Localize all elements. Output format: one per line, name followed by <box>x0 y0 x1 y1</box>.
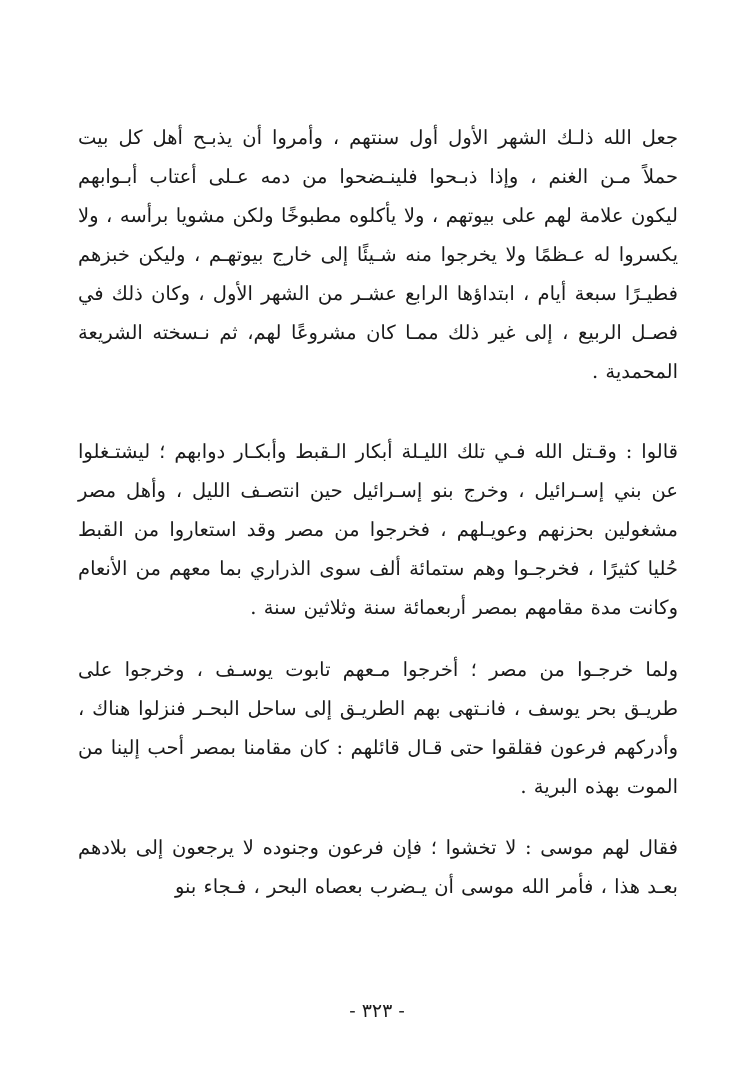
paragraph-3 <box>78 650 678 806</box>
paragraph-4 <box>78 828 678 906</box>
paragraph-4-text: فقال لهم موسى : لا تخشوا ؛ فإن فرعون وجنوده لا يرجعون إلى بلادهم بعـد هذا ، فأمر الله موسى أن يـضرب بعصاه البحر ، فـجاء بنو <box>78 836 678 898</box>
paragraph-2-text: قالوا : وقـتل الله فـي تلك الليـلة أبكار الـقبط وأبكـار دوابهم ؛ ليشتـغلوا عن بني إسـرائيل ، وخرج بنو إسـرائيل حين انتصـف الليل ، وأهل مصر مشغولين بحزنهم وعويـلهم ، فخرجوا من مصر وقد استعاروا من القبط حُليا كثيرًا ، فخرجـوا وهم ستمائة ألف سوى الذراري بما معهم من الأنعام وكانت مدة مقامهم بمصر أربعمائة سنة وثلاثين سنة . <box>78 440 678 619</box>
paragraph-1 <box>78 118 678 391</box>
paragraph-3-text: ولما خرجـوا من مصر ؛ أخرجوا مـعهم تابوت يوسـف ، وخرجوا على طريـق بحر يوسف ، فانـتهى بهم الطريـق إلى ساحل البحـر فنزلوا هناك ، وأدركهم فرعون فقلقوا حتى قـال قائلهم : كان مقامنا بمصر أحب إلينا من الموت بهذه البرية . <box>78 658 678 798</box>
page-number: - ٣٢٣ - <box>349 1000 405 1022</box>
paragraph-1-text: جعل الله ذلـك الشهر الأول أول سنتهم ، وأمروا أن يذبـح أهل كل بيت حملاً مـن الغنم ، وإذا ذبـحوا فلينـضحوا من دمه عـلى أعتاب أبـوابهم ليكون علامة لهم على بيوتهم ، ولا يأكلوه مطبوخًا ولكن مشويا برأسه ، ولا يكسروا له عـظمًا ولا يخرجوا منه شـيئًا إلى خارج بيوتهـم ، وليكن خبزهم فطيـرًا سبعة أيام ، ابتداؤها الرابع عشـر من الشهر الأول ، وكان ذلك في فصـل الربيع ، إلى غير ذلك ممـا كان مشروعًا لهم، ثم نـسخته الشريعة المحمدية . <box>78 126 678 383</box>
paragraph-2 <box>78 432 678 627</box>
